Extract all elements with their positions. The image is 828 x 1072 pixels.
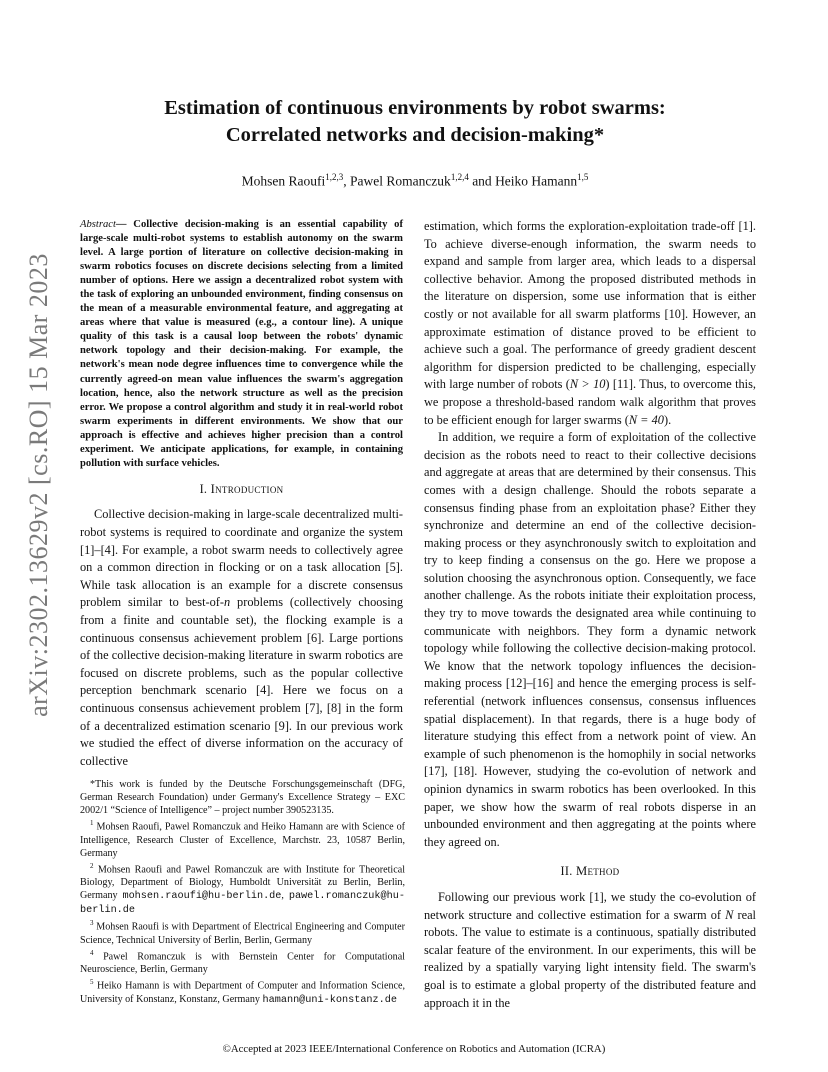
title-line-2: Correlated networks and decision-making* — [225, 124, 605, 146]
abstract-label: Abstract — [80, 219, 116, 230]
body-text: estimation, which forms the exploration-exploitation trade-off [1]. To achieve diverse-enough information, the swarm needs to expand and sample from larger area, which leads to a dispersal collective behavior. Among the proposed distributed methods in the literature on dispersion, some use information that is either costly or not available for all swarm platforms [10]. However, an approximate estimation of distance proved to be efficient to achieve such a goal. The performance of greedy gradient descent algorithm for dispersion predicted to be challenging, especially with large number of robots ( — [424, 219, 756, 392]
author-2: Pawel Romanczuk — [349, 173, 451, 189]
author-list — [90, 172, 740, 190]
abstract-text: Collective decision-making is an essential capability of large-scale multi-robot systems to establish autonomy on the swarm level. A large portion of literature on collective decision-making in swarm robotics focuses on discrete decisions selecting from a limited number of options. Here we assign a decentralized robot system with the task of exploring an unbounded environment, finding consensus on the mean of a measurable environmental feature, and aggregating at areas where that value is measured (e.g., a contour line). A unique quality of this task is a causal loop between the robots' dynamic network topology and their decision-making. For example, the network's mean node degree influences time to convergence while the currently agreed-on mean value influences the swarm's aggregation location, hence, also the network structure as well as the precision error. We propose a control algorithm and study it in real-world robot swarm experiments in different environments. We show that our approach is effective and achieves higher precision than a control experiment. We anticipate applications, for example, in containing pollution with surface vehicles. — [80, 219, 403, 469]
author-separator: and — [468, 173, 496, 189]
footnote-marker: 2 — [90, 861, 94, 870]
math-variable: n — [224, 595, 231, 610]
abstract-dash: — — [115, 219, 134, 230]
footnote-marker: 3 — [90, 919, 94, 928]
footnote-1 — [80, 817, 405, 860]
section-heading-introduction — [80, 481, 403, 499]
email-link[interactable]: hamann@uni-konstanz.de — [262, 994, 397, 1006]
paper-title — [90, 95, 740, 149]
author-separator: , — [343, 173, 350, 189]
abstract — [80, 218, 403, 471]
footnote-2 — [80, 860, 405, 918]
arxiv-stamp — [24, 253, 54, 717]
math-variable: N — [725, 907, 734, 922]
section-number: II. — [560, 864, 576, 879]
footnote-marker: 5 — [90, 978, 94, 987]
right-column — [424, 218, 756, 1012]
body-text: ). — [663, 412, 672, 427]
author-3: Heiko Hamann — [495, 173, 578, 189]
footnote-text: , — [281, 890, 289, 902]
footnote-3 — [80, 917, 405, 946]
footnote-text: Mohsen Raoufi is with Department of Electrical Engineering and Computer Science, Technical University of Berlin, Berlin, Germany — [80, 921, 405, 946]
footnote-marker: 4 — [90, 948, 94, 957]
body-text: Collective decision-making in large-scale decentralized multi-robot systems is required to coordinate and organize the system [1]–[4]. For example, a robot swarm needs to collectively agree on a common direction in flocking or on a task allocation [5]. While task allocation is an example for a discrete consensus problem similar to best-of- — [80, 507, 403, 610]
arxiv-identifier[interactable]: arXiv:2302.13629v2 [cs.RO] 15 Mar 2023 — [24, 253, 53, 717]
body-text: Following our previous work [1], we study the co-evolution of network structure and collective estimation for a swarm of — [424, 889, 756, 922]
author-2-affiliations: 1,2,4 — [450, 172, 469, 182]
author-1: Mohsen Raoufi — [241, 173, 326, 189]
method-paragraph — [424, 889, 756, 1012]
footnote-4 — [80, 947, 405, 976]
footnote-text: Mohsen Raoufi and Pawel Romanczuk are with Institute for Theoretical Biology, Department of Biology, Humboldt Universität zu Berlin, Berlin, Germany — [80, 864, 405, 902]
footnote-5 — [80, 976, 405, 1006]
body-text: ) [11]. Thus, to overcome this, we propose a threshold-based random walk algorithm that proves to be efficient enough for larger swarms ( — [424, 377, 756, 427]
title-line-1: Estimation of continuous environments by robot swarms: — [164, 97, 666, 119]
email-link[interactable]: mohsen.raoufi@hu-berlin.de — [122, 891, 282, 903]
footnote-text: Heiko Hamann is with Department of Computer and Information Science, University of Konstanz, Konstanz, Germany — [80, 980, 405, 1005]
section-number: I. — [199, 481, 211, 496]
footnote-text: Pawel Romanczuk is with Bernstein Center for Computational Neuroscience, Berlin, Germany — [80, 951, 405, 976]
body-text: real robots. The value to estimate is a continuous, spatially distributed scalar feature of the environment. In our experiments, this will be realized by a spatially varying light intensity field. The swarm's goal is to estimate a global property of the distributed feature and approach it in the — [424, 907, 756, 1010]
email-link[interactable]: pawel.romanczuk@hu-berlin.de — [80, 891, 405, 917]
math-expression: N = 40 — [628, 412, 664, 427]
introduction-paragraph — [424, 218, 756, 429]
body-text: problems (collectively choosing from a finite and countable set), the flocking example is a continuous consensus achievement problem [6]. Large portions of the collective decision-making literature in swarm robotics are focused on discrete problems, such as the popular collective perception benchmark scenario [4]. Here we focus on a continuous consensus achievement problem [7], [8] in the form of a decentralized estimation scenario [9]. In our previous work we studied the effect of diverse information on the accuracy of collective — [80, 595, 403, 768]
author-3-affiliations: 1,5 — [577, 172, 589, 182]
introduction-paragraph: In addition, we require a form of exploitation of the collective decision as the robots need to react to their collective decisions and aggregate at areas that are determined by their consensus. This comes with a design challenge. Should the robots separate a consensus finding phase from an exploitation phase? Either they synchronize and determine an end of the collective decision-making process or they asynchronously switch to exploitation and try to keep finding a consensus on the go. Here we propose a solution choosing the asynchronous option. Consequently, we face another challenge. As the robots initiate their exploitation process, they try to move towards the designated area while continuing to communicate with neighbors. They form a dynamic network topology while following the collective decision-making protocol. We know that the network topology influences the decision-making process [12]–[16] and hence the emerging process is self-referential (network influences consensus, consensus influences spatial displacement). In that regards, there is a huge body of literature studying this effect from a network point of view. An example of such phenomenon is the homophily in social networks [17], [18]. However, studying the co-evolution of network and opinion dynamics in swarm robotics has been overlooked. In this paper, we show how the swarm of real robots disperse in an unbounded environment and then aggregating at the points where they agreed on. — [424, 430, 756, 849]
footnote-text: Mohsen Raoufi, Pawel Romanczuk and Heiko Hamann are with Science of Intelligence, Research Cluster of Excellence, Marchstr. 23, 10587 Berlin, Germany — [80, 821, 405, 859]
section-title: Method — [575, 864, 620, 879]
section-title: Introduction — [210, 481, 284, 496]
math-expression: N > 10 — [569, 377, 606, 392]
page-footer: ©Accepted at 2023 IEEE/International Conference on Robotics and Automation (ICRA) — [222, 1043, 606, 1055]
footnote-funding: *This work is funded by the Deutsche Forschungsgemeinschaft (DFG, German Research Foundation) under Germany's Excellence Strategy – EXC 2002/1 “Science of Intelligence” – project number 390523135. — [80, 779, 405, 817]
introduction-paragraph — [80, 506, 403, 770]
author-1-affiliations: 1,2,3 — [325, 172, 344, 182]
footnotes — [80, 778, 405, 1007]
section-heading-method — [424, 863, 756, 881]
left-column — [80, 218, 403, 770]
footnote-marker: 1 — [90, 819, 94, 828]
